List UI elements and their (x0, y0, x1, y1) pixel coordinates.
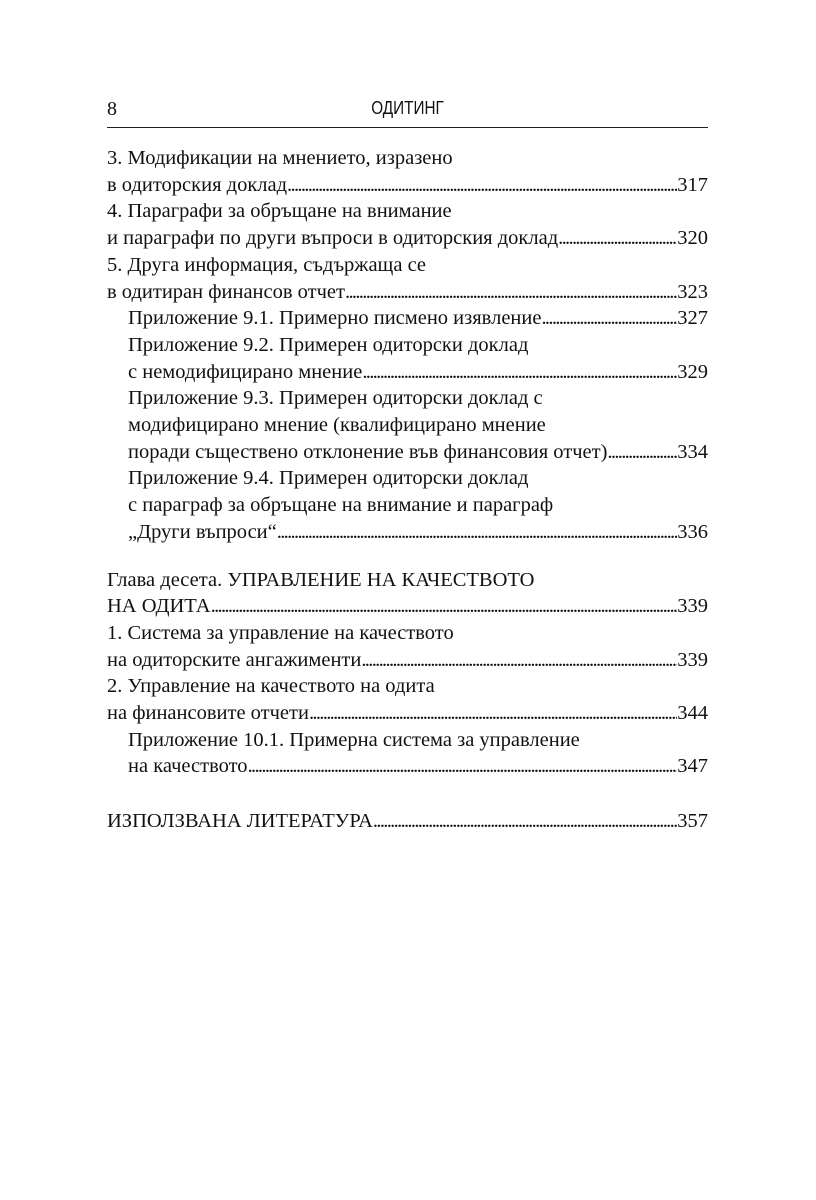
toc-entry-last-line (128, 753, 708, 780)
dot-leader (607, 439, 677, 466)
toc-group (107, 808, 708, 835)
toc-entry-last-line (107, 279, 708, 306)
toc-page-number: 327 (677, 307, 708, 330)
toc-entry-last-line (107, 647, 708, 674)
toc-entry-line: Приложение 9.2. Примерен одиторски доклад (128, 333, 529, 356)
toc-entry-last-line (128, 305, 708, 332)
dot-leader (362, 359, 677, 386)
toc-page-number: 320 (677, 227, 708, 250)
dot-leader (345, 279, 677, 306)
toc-page-number: 334 (677, 440, 708, 463)
toc-entry[interactable] (107, 673, 708, 726)
toc-page-number: 344 (677, 702, 708, 725)
toc-page-number: 357 (677, 810, 708, 833)
toc-entry[interactable] (107, 145, 708, 198)
toc-page-number: 317 (677, 173, 708, 196)
dot-leader (211, 593, 678, 620)
toc-group (107, 145, 708, 546)
page-header (107, 96, 708, 126)
toc-entry-last-line (107, 172, 708, 199)
dot-leader (309, 700, 677, 727)
dot-leader (541, 305, 677, 332)
toc-page-number: 323 (677, 280, 708, 303)
toc-entry-line: в одиторския доклад (107, 173, 288, 196)
toc-entry-last-line (128, 359, 708, 386)
toc-entry[interactable] (107, 465, 708, 545)
toc-entry-last-line (107, 593, 708, 620)
dot-leader (277, 519, 678, 546)
toc-page-number: 339 (677, 648, 708, 671)
toc-entry-line: ИЗПОЛЗВАНА ЛИТЕРАТУРА (107, 810, 373, 833)
toc-entry-line: поради съществено отклонение във финансовия отчет) (128, 440, 608, 463)
toc-entry-line: Приложение 9.4. Примерен одиторски доклад (128, 467, 529, 490)
toc-entry[interactable] (107, 567, 708, 620)
toc-entry-line: модифицирано мнение (квалифицирано мнение (128, 414, 546, 437)
toc-entry-line: 3. Модификации на мнението, изразено (107, 147, 453, 169)
toc-group (107, 567, 708, 781)
toc-entry[interactable] (107, 808, 708, 835)
toc-entry-line: Приложение 9.3. Примерен одиторски доклад с (128, 387, 543, 410)
toc-entry-line: НА ОДИТА (107, 595, 211, 618)
dot-leader (361, 647, 677, 674)
running-title: ОДИТИНГ (371, 98, 444, 118)
dot-leader (558, 225, 677, 252)
toc-entry-line: с немодифицирано мнение (128, 360, 363, 383)
toc-entry-line: на качеството (128, 755, 248, 778)
toc-entry-line: 5. Друга информация, съдържаща се (107, 253, 427, 276)
dot-leader (287, 172, 677, 199)
toc-entry[interactable] (107, 620, 708, 673)
toc-entry-line: 2. Управление на качеството на одита (107, 675, 435, 698)
toc-entry-line: с параграф за обръщане на внимание и параграф (128, 494, 554, 517)
toc-entry[interactable] (107, 385, 708, 465)
dot-leader (373, 808, 677, 835)
toc-entry-line: на одиторските ангажименти (107, 648, 362, 671)
toc-page-number: 347 (677, 755, 708, 778)
table-of-contents (107, 145, 708, 835)
toc-entry[interactable] (107, 332, 708, 385)
toc-page-number: 336 (677, 520, 708, 543)
toc-entry-line: и параграфи по други въпроси в одиторския доклад (107, 227, 559, 250)
toc-entry-line: Приложение 9.1. Примерно писмено изявление (128, 307, 542, 330)
toc-entry-line: „Други въпроси“ (128, 520, 277, 543)
toc-page-number: 339 (677, 595, 708, 618)
toc-entry-last-line (107, 700, 708, 727)
toc-entry-last-line (128, 439, 708, 466)
toc-entry[interactable] (107, 252, 708, 305)
toc-entry-line: 1. Система за управление на качеството (107, 621, 454, 644)
toc-entry[interactable] (107, 727, 708, 780)
toc-entry-line: 4. Параграфи за обръщане на внимание (107, 200, 452, 223)
toc-entry-line: Глава десета. УПРАВЛЕНИЕ НА КАЧЕСТВОТО (107, 568, 535, 591)
page-number: 8 (107, 98, 117, 120)
toc-entry-line: на финансовите отчети (107, 702, 309, 725)
toc-entry-last-line (107, 808, 708, 835)
toc-entry-last-line (107, 225, 708, 252)
toc-entry-line: в одитиран финансов отчет (107, 280, 345, 303)
toc-entry-line: Приложение 10.1. Примерна система за управление (128, 728, 580, 751)
toc-entry[interactable] (107, 305, 708, 332)
toc-entry-last-line (128, 519, 708, 546)
toc-page-number: 329 (677, 360, 708, 383)
header-rule (107, 127, 708, 128)
dot-leader (248, 753, 678, 780)
toc-entry[interactable] (107, 198, 708, 251)
